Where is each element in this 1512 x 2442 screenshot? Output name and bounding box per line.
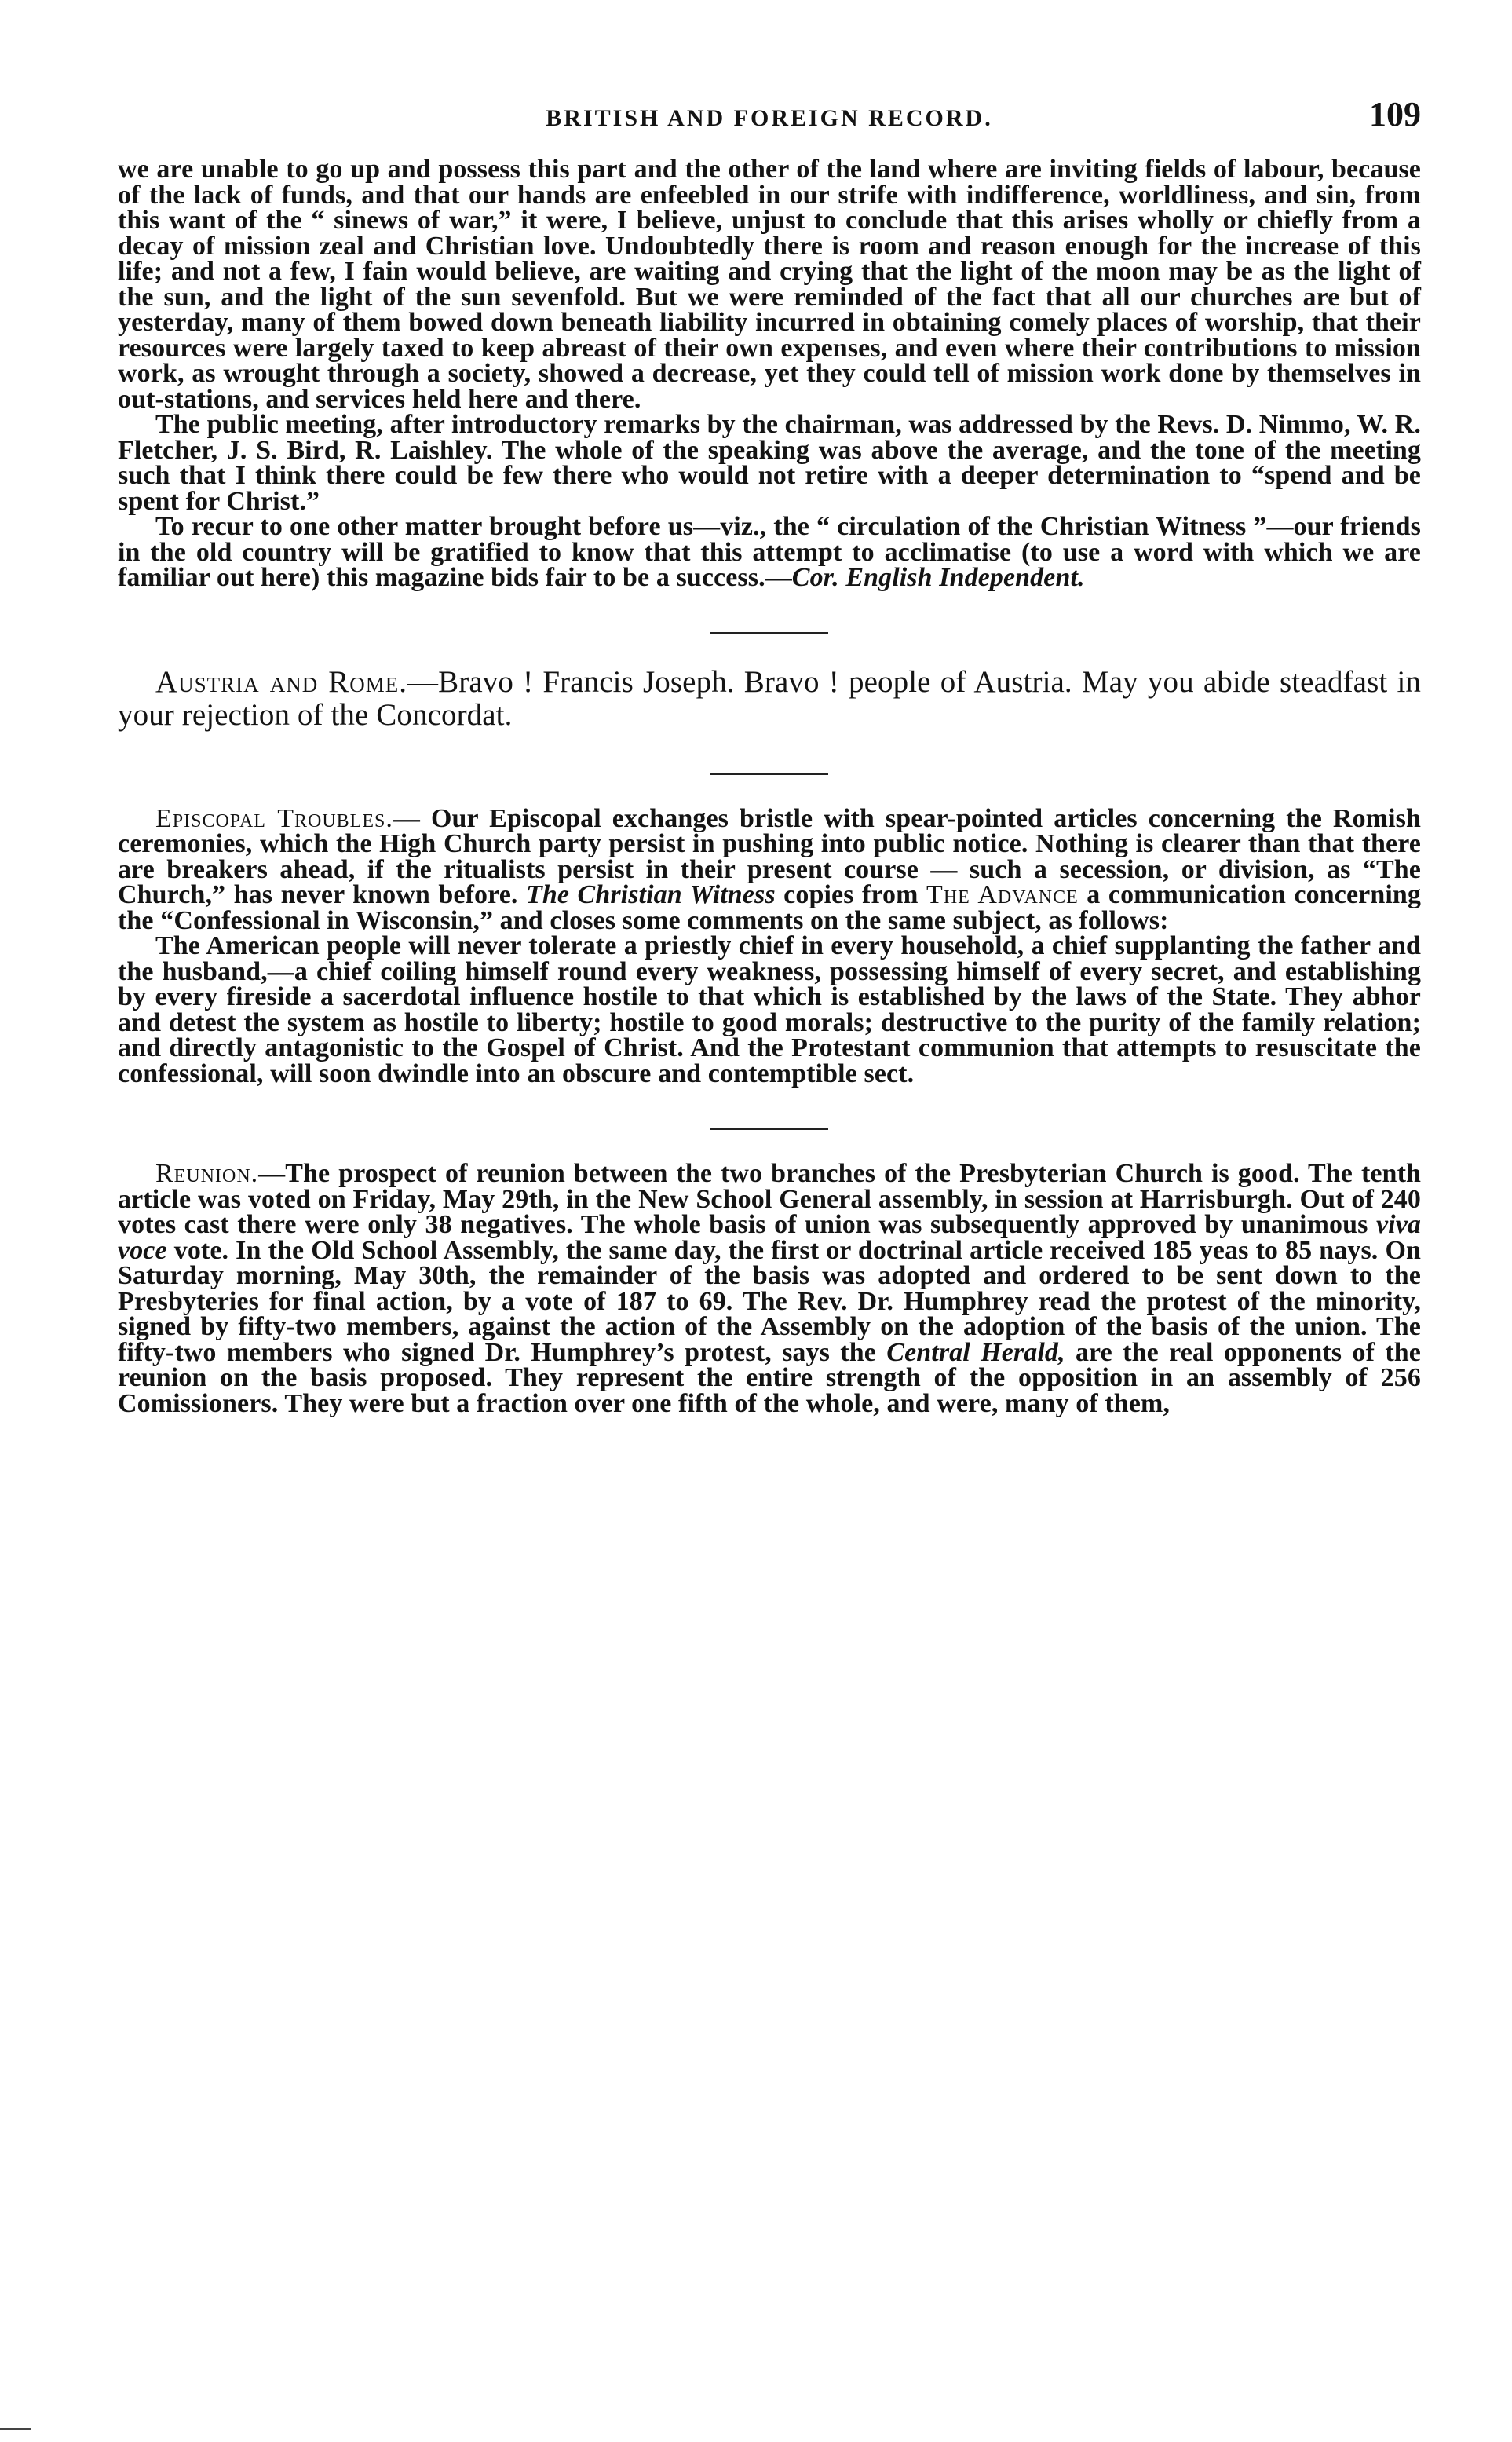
austria-heading: Austria and Rome. [155,664,408,699]
margin-mark [0,2428,31,2430]
episcopal-heading: Episcopal Troubles. [155,803,393,833]
section-divider [710,1128,828,1130]
reunion-viva-voce: viva voce [118,1210,1421,1265]
episcopal-source: The Christian Witness [526,880,776,909]
paragraph-austria [118,666,1421,732]
episcopal-text: copies from [775,880,927,909]
paragraph-reunion [118,1161,1421,1417]
running-head [118,94,1421,157]
paragraph-quotation: The American people will never tolerate a priestly chief in every household, a chief supplanting the father and the husband,—a chief coiling himself round every weakness, possessing himself of every secret, and establishing by every fireside a sacerdotal influence hostile to that which is established by the laws of the State. They abhor and detest the system as hostile to liberty; hostile to good morals; destructive to the purity of the family relation; and directly antagonistic to the Gospel of Christ. And the Protestant communion that attempts to resuscitate the confessional, will soon dwindle into an obscure and contemptible sect. [118,931,1421,1088]
christian-witness-text: To recur to one other matter brought before us—viz., the “ circulation of the Christian Witness ”—our friends in the old country will be gratified to know that this attempt to acclimatise (to use a word with which we are familiar out here) this magazine bids fair to be a success.— [118,512,1421,592]
section-divider [710,773,828,775]
episcopal-text: — Our Episcopal exchanges bristle with spear-pointed articles concerning the Romish ceremonies, which the High Church party persist in pushing into public notice. Nothing is clearer than that there are breakers ahead, if the ritualists persist in their present course — such a secession, or division, as “The Church,” has never known before. [118,803,1421,909]
citation: Cor. English Independent. [791,563,1085,592]
austria-text: —Bravo ! Francis Joseph. Bravo ! people of Austria. May you abide steadfast in your rejection of the Concordat. [118,664,1421,732]
page-number: 109 [1369,95,1421,133]
reunion-text: are the real opponents of the reunion on the basis proposed. They represent the entire strength of the opposition in an assembly of 256 Comissioners. They were but a fraction over one fifth of the whole, and were, many of them, [118,1337,1421,1418]
section-divider [710,632,828,634]
paragraph-christian-witness [118,514,1421,591]
reunion-text: —The prospect of reunion between the two branches of the Presbyterian Church is good. The tenth article was voted on Friday, May 29th, in the New School General assembly, in session at Harrisburgh. Out of 240 votes cast there were only 38 negatives. The whole basis of union was subsequently approved by unanimous [118,1159,1421,1239]
episcopal-advance: The Advance [926,880,1079,909]
running-title: BRITISH AND FOREIGN RECORD. [546,105,993,131]
reunion-text: vote. In the Old School Assembly, the same day, the first or doctrinal article received 185 yeas to 85 nays. On Saturday morning, May 30th, the remainder of the basis was adopted and ordered to be sent down to the Presbyteries for final action, by a vote of 187 to 69. The Rev. Dr. Humphrey read the protest of the minority, signed by fifty-two members, against the action of the Assembly on the adoption of the basis of the union. The fifty-two members who signed Dr. Humphrey’s protest, says the [118,1235,1421,1367]
text-column [118,157,1421,1417]
reunion-herald: Central Herald, [886,1337,1065,1367]
paragraph-continued: we are unable to go up and possess this part and the other of the land where are inviting fields of labour, because of the lack of funds, and that our hands are enfeebled in our strife with indifference, worldliness, and sin, from this want of the “ sinews of war,” it were, I believe, unjust to conclude that this arises wholly or chiefly from a decay of mission zeal and Christian love. Undoubtedly there is room and reason enough for the increase of this life; and not a few, I fain would believe, are waiting and crying that the light of the moon may be as the light of the sun, and the light of the sun sevenfold. But we were reminded of the fact that all our churches are but of yesterday, many of them bowed down beneath liability incurred in obtaining comely places of worship, that their resources were largely taxed to keep abreast of their own expenses, and even where their contributions to mission work, as wrought through a society, showed a decrease, yet they could tell of mission work done by themselves in out-stations, and services held here and there. [118,155,1421,414]
paragraph-public-meeting: The public meeting, after introductory remarks by the chairman, was addressed by the Revs. D. Nimmo, W. R. Fletcher, J. S. Bird, R. Laishley. The whole of the speaking was above the average, and the tone of the meeting such that I think there could be few there who would not retire with a deeper determination to “spend and be spent for Christ.” [118,410,1421,516]
episcopal-text: a communication concerning the “Confessional in Wisconsin,” and closes some comments on the same subject, as follows: [118,880,1421,935]
reunion-heading: Reunion. [155,1159,259,1188]
page [118,94,1421,1417]
paragraph-episcopal [118,803,1421,935]
